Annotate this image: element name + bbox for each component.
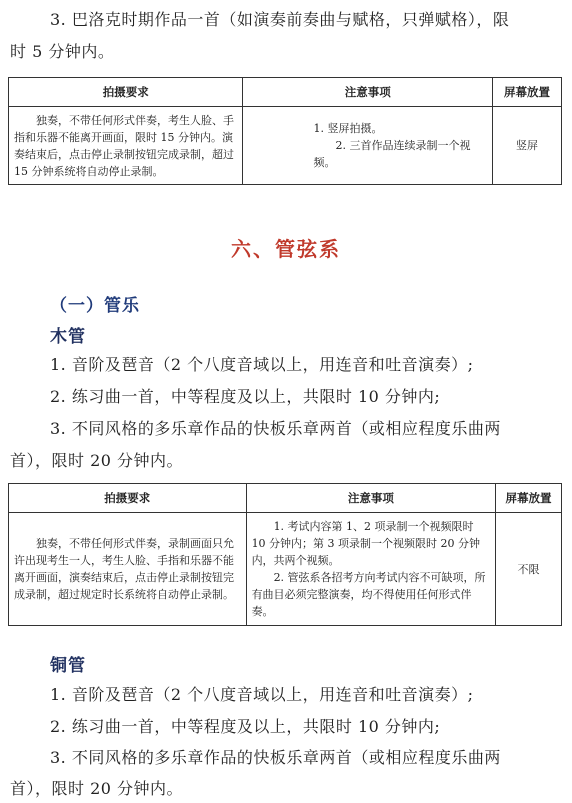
table-header-row: [9, 78, 562, 107]
table-row: [9, 513, 562, 626]
note-item: 2. 管弦系各招考方向考试内容不可缺项，所有曲目必须完整演奏，均不得使用任何形式伴奏。: [251, 571, 486, 618]
intro-line-2: 时 5 分钟内。: [10, 42, 115, 61]
note-item: 1. 考试内容第 1、2 项录制一个视频限时 10 分钟内；第 3 项录制一个视频限时 20 分钟内，共两个视频。: [251, 520, 481, 567]
table-row: [9, 107, 562, 185]
list-item-continuation: 首），限时 20 分钟内。: [10, 451, 184, 470]
requirement-cell: 独奏，不带任何形式伴奏，考生人脸、手指和乐器不能离开画面，限时 15 分钟内。演奏结束后，点击停止录制按钮完成录制，超过 15 分钟系统将自动停止录制。: [9, 107, 243, 185]
list-item: 2. 练习曲一首，中等程度及以上，共限时 10 分钟内;: [50, 717, 441, 736]
list-item: 3. 不同风格的多乐章作品的快板乐章两首（或相应程度乐曲两: [50, 419, 501, 438]
requirement-cell: 独奏，不带任何形式伴奏，录制画面只允许出现考生一人，考生人脸、手指和乐器不能离开画面，演奏结束后，点击停止录制按钮完成录制，超过规定时长系统将自动停止录制。: [9, 513, 247, 626]
requirements-table-1: [8, 77, 562, 185]
note-item: 1. 竖屏拍摄。: [313, 122, 383, 135]
header-screen-orientation: 屏幕放置: [493, 78, 562, 107]
header-shooting-requirements: 拍摄要求: [9, 484, 247, 513]
list-item: 2. 练习曲一首，中等程度及以上，共限时 10 分钟内;: [50, 387, 441, 406]
woodwind-title: 木管: [50, 327, 86, 347]
note-item: 2. 三首作品连续录制一个视频。: [313, 139, 471, 169]
screen-cell: 竖屏: [493, 107, 562, 185]
list-item: 1. 音阶及琶音（2 个八度音域以上，用连音和吐音演奏）;: [50, 685, 474, 704]
header-notes: 注意事项: [243, 78, 493, 107]
department-title: 六、管弦系: [231, 237, 341, 261]
notes-cell: [243, 107, 493, 185]
header-notes: 注意事项: [246, 484, 496, 513]
section-title: （一）管乐: [50, 296, 140, 316]
list-item-continuation: 首），限时 20 分钟内。: [10, 779, 184, 798]
notes-cell: [246, 513, 496, 626]
intro-line-1: 3. 巴洛克时期作品一首（如演奏前奏曲与赋格，只弹赋格），限: [50, 10, 510, 29]
requirements-table-2: [8, 483, 562, 626]
table-header-row: [9, 484, 562, 513]
list-item: 3. 不同风格的多乐章作品的快板乐章两首（或相应程度乐曲两: [50, 748, 501, 767]
screen-cell: 不限: [496, 513, 562, 626]
header-shooting-requirements: 拍摄要求: [9, 78, 243, 107]
header-screen-orientation: 屏幕放置: [496, 484, 562, 513]
list-item: 1. 音阶及琶音（2 个八度音域以上，用连音和吐音演奏）;: [50, 355, 474, 374]
brass-title: 铜管: [50, 656, 86, 676]
